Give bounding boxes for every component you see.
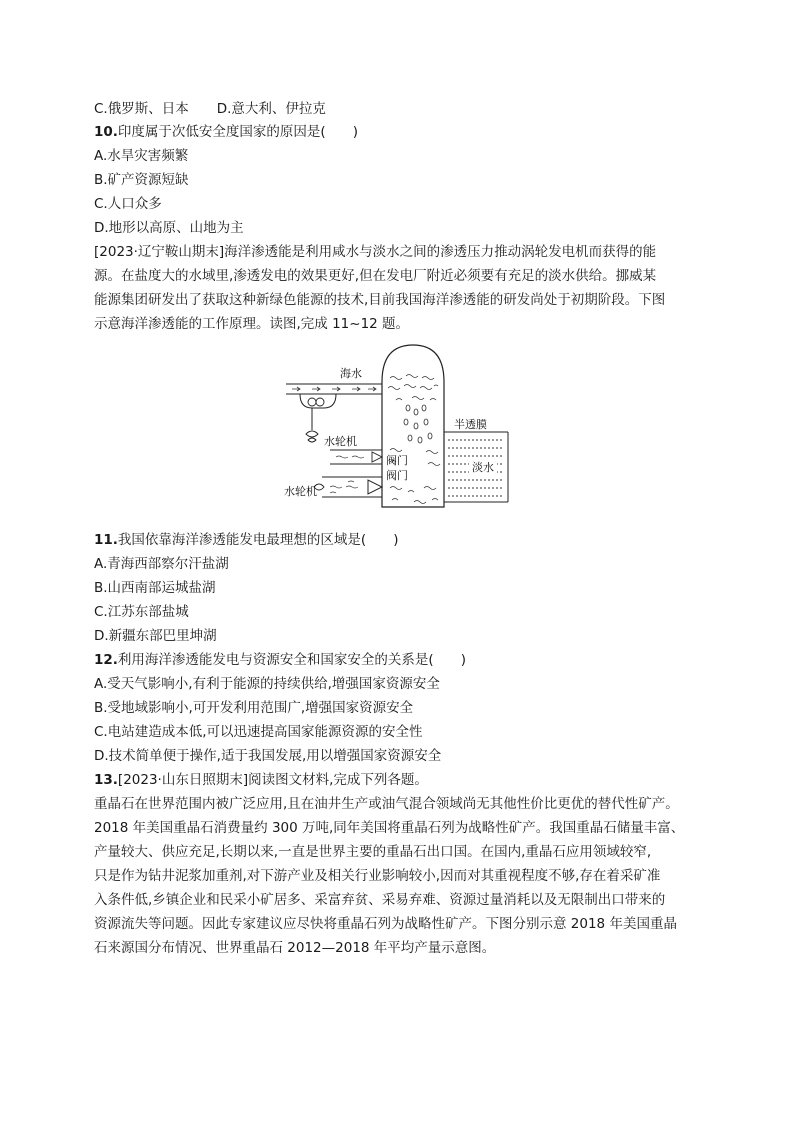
q10-stem: [94, 122, 358, 142]
label-seawater: 海水: [340, 367, 362, 380]
passage1-line-3: 能源集团研发出了获取这种新绿色能源的技术,目前我国海洋渗透能的研发尚处于初期阶段。下图: [94, 292, 666, 308]
q11-stem: [94, 530, 398, 550]
q13-line-5: 入条件低,乡镇企业和民采小矿居多、采富弃贫、采易弃难、资源过量消耗以及无限制出口带来的: [94, 892, 666, 908]
passage1-line-4: 示意海洋渗透能的工作原理。读图,完成 11~12 题。: [94, 316, 410, 332]
q12-option-b: B.受地域影响小,可开发利用范围广,增强国家资源安全: [94, 700, 414, 716]
q11-option-d: D.新疆东部巴里坤湖: [94, 628, 217, 644]
q13-line-4: 只是作为钻井泥浆加重剂,对下游产业及相关行业影响较小,因而对其重视程度不够,存在着采矿准: [94, 868, 661, 884]
passage1-line-1: [2023·辽宁鞍山期末]海洋渗透能是利用咸水与淡水之间的渗透压力推动涡轮发电机而获得的能: [94, 244, 657, 260]
q13-line-6: 资源流失等问题。因此专家建议应尽快将重晶石列为战略性矿产。下图分别示意 2018 年美国重晶: [94, 916, 677, 932]
valve2-icon: [368, 480, 382, 494]
osmotic-power-diagram: [278, 342, 514, 510]
q13-line-3: 产量较大、供应充足,长期以来,一直是世界主要的重晶石出口国。在国内,重晶石应用领域较窄,: [94, 844, 652, 860]
label-membrane: 半透膜: [454, 418, 487, 431]
q10-option-a: A.水旱灾害频繁: [94, 148, 189, 164]
q13-number: 13.: [94, 772, 118, 788]
q11-option-c: C.江苏东部盐城: [94, 604, 189, 620]
q10-option-c: C.人口众多: [94, 196, 162, 212]
q10-number: 10.: [94, 124, 118, 140]
label-turbine1: 水轮机: [324, 435, 357, 448]
turbine1-icon: [306, 431, 318, 437]
q11-stem-text: 我国依靠海洋渗透能发电最理想的区域是( ): [117, 532, 399, 548]
valve1-icon: [372, 452, 382, 462]
q12-option-c: C.电站建造成本低,可以迅速提高国家能源资源的安全性: [94, 724, 423, 740]
osmotic-power-figure: [278, 342, 514, 510]
q10-option-d: D.地形以高原、山地为主: [94, 220, 244, 236]
q13-line-1: 重晶石在世界范围内被广泛应用,且在油井生产或油气混合领域尚无其他性价比更优的替代性矿产。: [94, 796, 679, 812]
q12-option-a: A.受天气影响小,有利于能源的持续供给,增强国家资源安全: [94, 676, 440, 692]
q13-stem: [94, 770, 428, 790]
q10-stem-text: 印度属于次低安全度国家的原因是( ): [117, 124, 358, 140]
q9-option-c: C.俄罗斯、日本: [94, 101, 189, 117]
label-turbine2: 水轮机: [284, 485, 317, 498]
seawater-arrows: [292, 387, 376, 391]
q11-option-b: B.山西南部运城盐湖: [94, 580, 216, 596]
q9-option-d: D.意大利、伊拉克: [216, 101, 326, 117]
passage1-line-2: 源。在盐度大的水域里,渗透发电的效果更好,但在发电厂附近必须要有充足的淡水供给。挪威某: [94, 268, 657, 284]
label-valve1: 阀门: [386, 454, 408, 467]
q12-stem-text: 利用海洋渗透能发电与资源安全和国家安全的关系是( ): [117, 652, 466, 668]
q12-option-d: D.技术简单便于操作,适于我国发展,用以增强国家资源安全: [94, 748, 442, 764]
q12-number: 12.: [94, 652, 118, 668]
label-freshwater: 淡水: [472, 461, 494, 474]
q9-options-row: [94, 99, 326, 119]
q13-line-7: 石来源国分布情况、世界重晶石 2012—2018 年平均产量示意图。: [94, 940, 496, 956]
label-valve2: 阀门: [386, 469, 408, 482]
q13-line-2: 2018 年美国重晶石消费量约 300 万吨,同年美国将重晶石列为战略性矿产。我国重晶石储量丰富、: [94, 820, 685, 836]
pressure-tank: [382, 345, 444, 507]
q10-option-b: B.矿产资源短缺: [94, 172, 189, 188]
q13-stem-text: [2023·山东日照期末]阅读图文材料,完成下列各题。: [117, 772, 428, 788]
q11-option-a: A.青海西部察尔汗盐湖: [94, 556, 229, 572]
q11-number: 11.: [94, 532, 118, 548]
tank-water-marks: [388, 375, 440, 504]
q12-stem: [94, 650, 466, 670]
